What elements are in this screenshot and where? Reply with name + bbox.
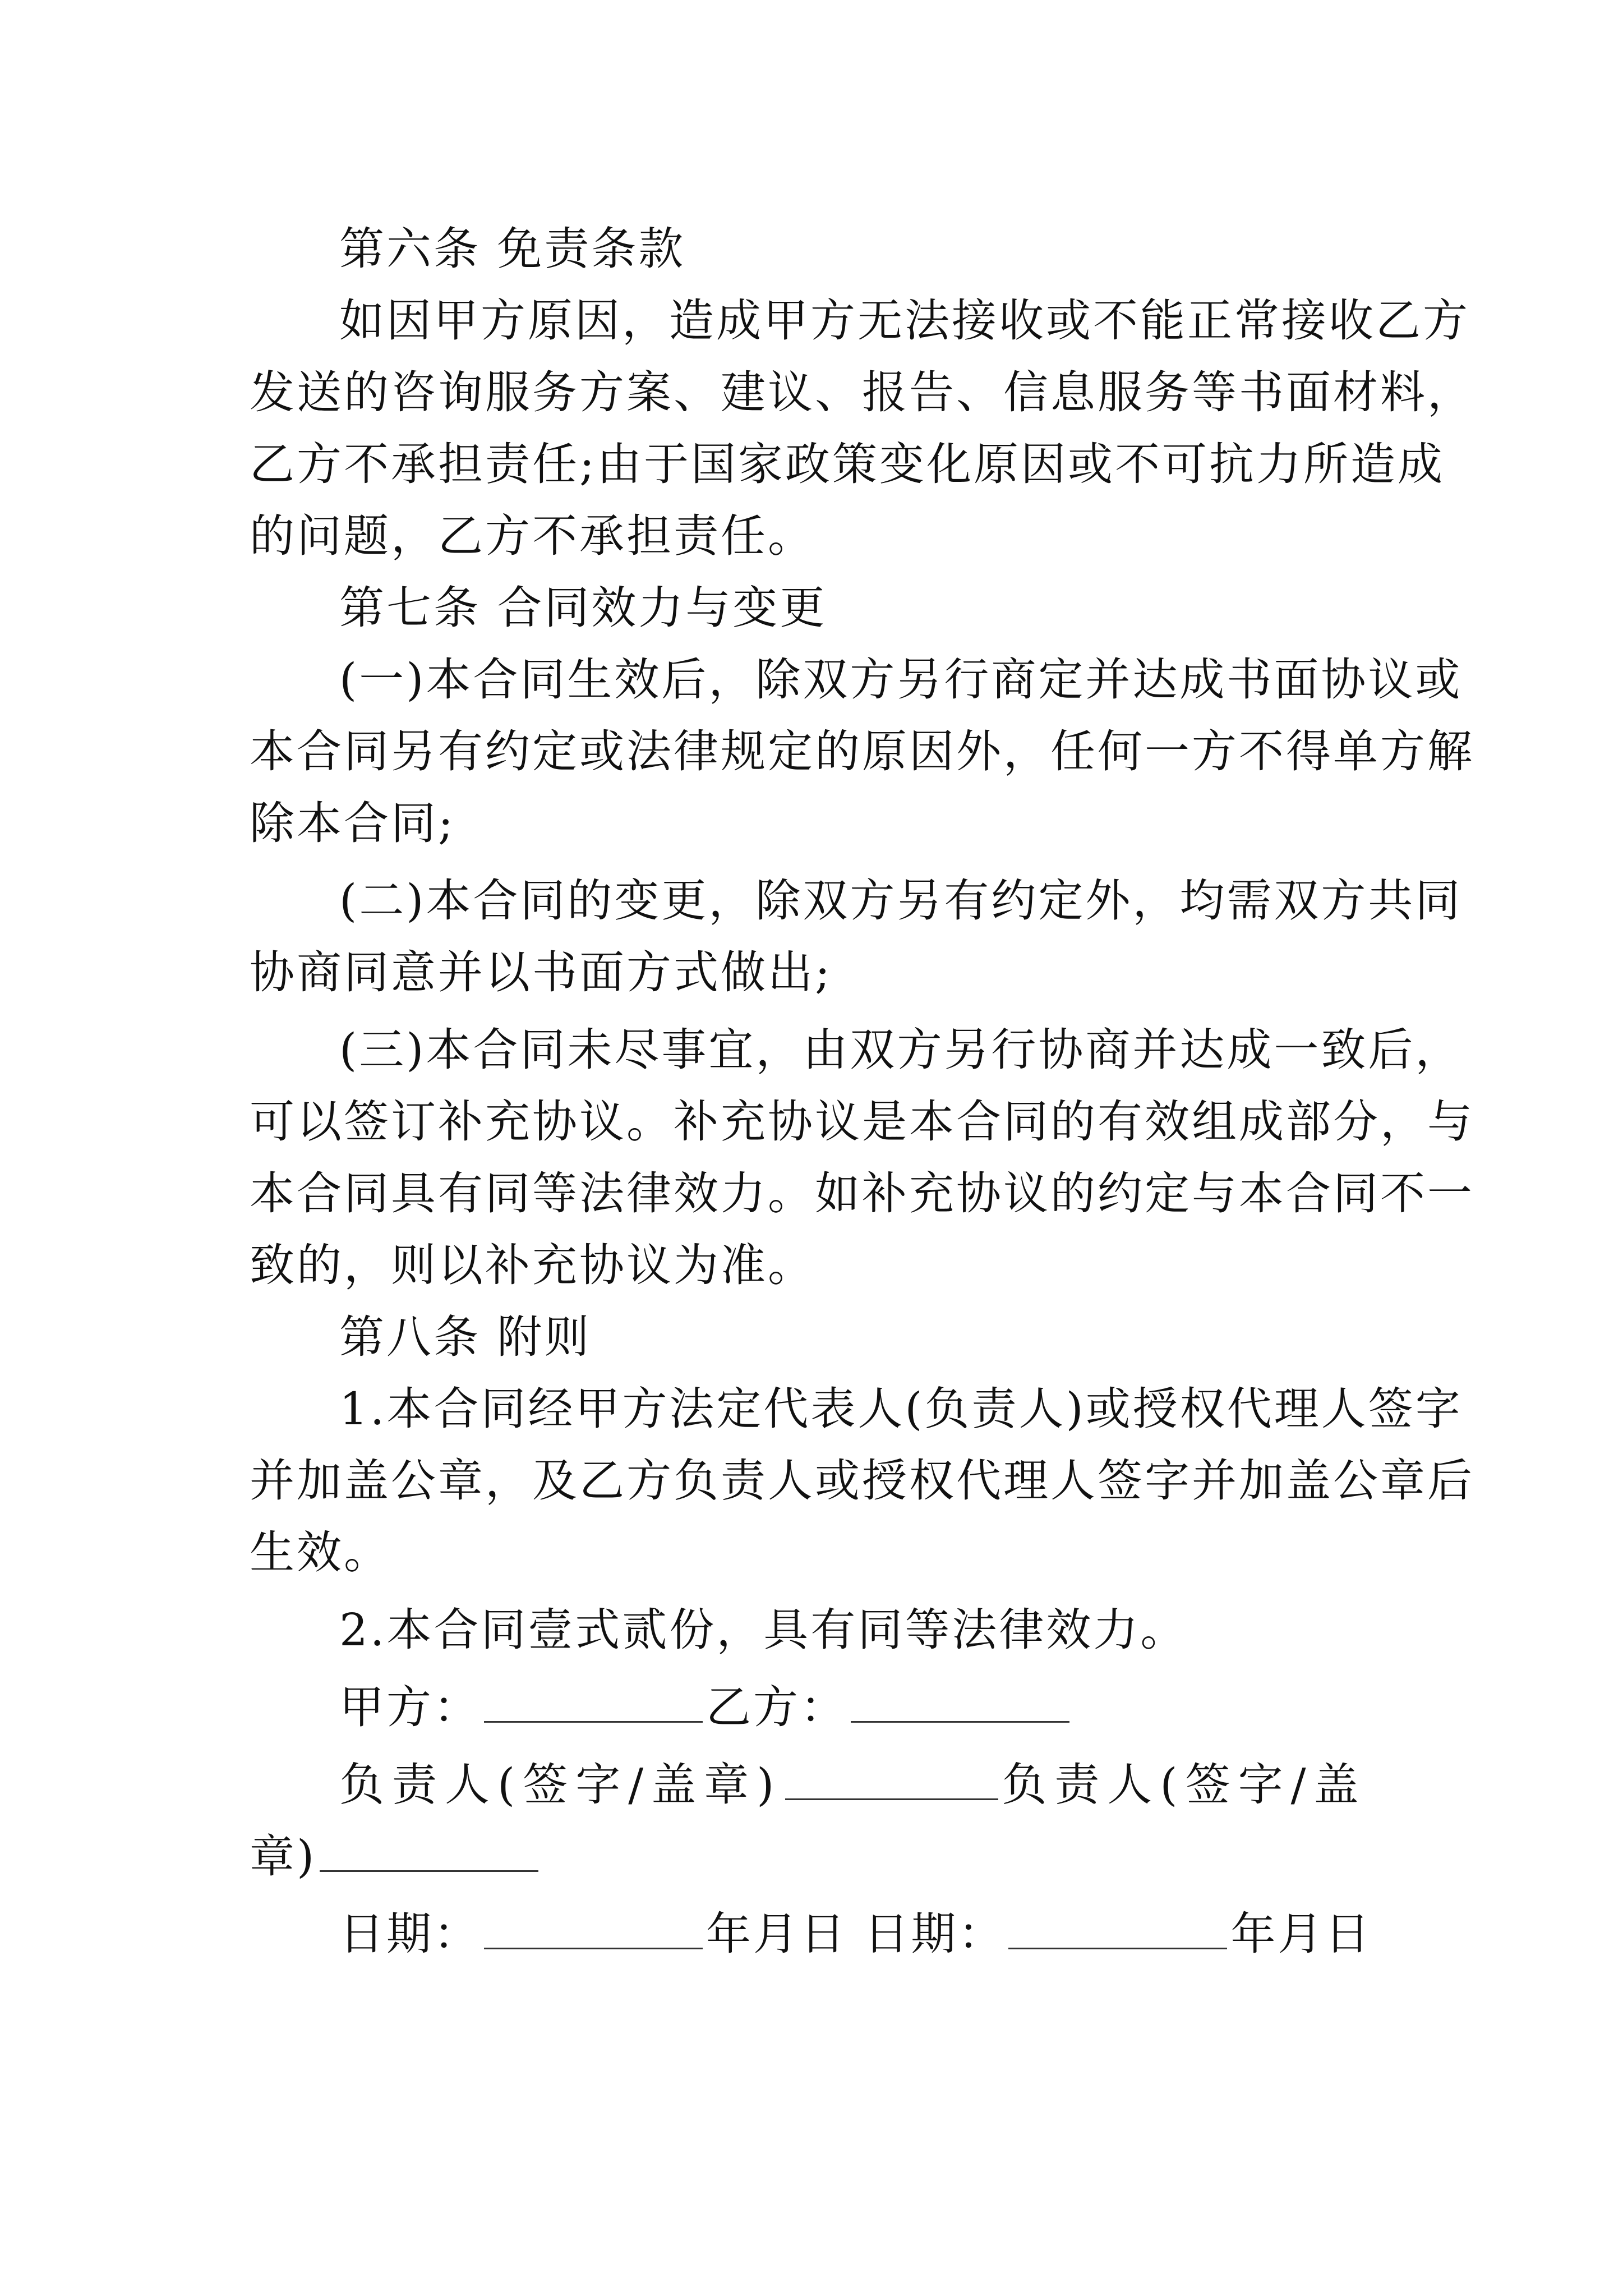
article-7-heading: 第七条 合同效力与变更: [339, 582, 827, 634]
party-a-blank: [484, 1682, 703, 1723]
article-7-item-2-line: 协商同意并以书面方式做出;: [250, 946, 832, 999]
article-7-item-3-line: 可以签订补充协议。补充协议是本合同的有效组成部分，与: [250, 1096, 1474, 1148]
date-b-label: 日期：: [864, 1908, 1006, 1960]
date-a-suffix: 年月日: [706, 1908, 847, 1960]
article-8-clause-2: 2.本合同壹式贰份，具有同等法律效力。: [339, 1604, 1188, 1656]
party-b-label: 乙方：: [706, 1681, 847, 1733]
responsible-signature-row: [250, 1749, 1388, 1821]
article-7-item-3-line: (三)本合同未尽事宜，由双方另行协商并达成一致后，: [339, 1024, 1463, 1076]
responsible-b-label: 负责人(签字/盖: [1002, 1759, 1367, 1811]
article-6-line: 乙方不承担责任;由于国家政策变化原因或不可抗力所造成: [250, 438, 1445, 490]
party-signature-row: [250, 1672, 1388, 1743]
article-7-item-2-line: (二)本合同的变更，除双方另有约定外，均需双方共同: [339, 875, 1463, 927]
article-8-heading: 第八条 附则: [339, 1311, 592, 1363]
article-8-clause-1-line: 并加盖公章，及乙方负责人或授权代理人签字并加盖公章后: [250, 1455, 1474, 1507]
responsible-a-blank: [785, 1759, 998, 1800]
article-7-item-1-line: 除本合同;: [250, 797, 455, 849]
article-7-item-3-line: 致的，则以补充协议为准。: [250, 1239, 815, 1291]
date-signature-row: [250, 1898, 1388, 1970]
date-b-suffix: 年月日: [1230, 1908, 1372, 1960]
article-8-clause-1-line: 1.本合同经甲方法定代表人(负责人)或授权代理人签字: [339, 1383, 1463, 1435]
party-a-label: 甲方：: [339, 1681, 481, 1733]
article-6-line: 如因甲方原因，造成甲方无法接收或不能正常接收乙方: [339, 295, 1470, 347]
article-7-item-1-line: (一)本合同生效后，除双方另行商定并达成书面协议或: [339, 654, 1463, 706]
responsible-b-label-continued: 章): [250, 1830, 317, 1883]
article-7-item-1-line: 本合同另有约定或法律规定的原因外，任何一方不得单方解: [250, 725, 1474, 777]
responsible-signature-row-continued: [250, 1821, 1388, 1893]
date-a-label: 日期：: [339, 1908, 481, 1960]
party-b-blank: [851, 1682, 1069, 1723]
date-a-blank: [484, 1908, 703, 1949]
date-b-blank: [1008, 1908, 1227, 1949]
responsible-a-label: 负责人(签字/盖章): [339, 1759, 782, 1811]
article-8-clause-1-line: 生效。: [250, 1526, 391, 1579]
responsible-b-blank: [320, 1831, 538, 1872]
document-page: [250, 213, 1474, 1970]
article-6-line: 的问题，乙方不承担责任。: [250, 510, 815, 562]
article-6-heading: 第六条 免责条款: [339, 223, 686, 275]
article-7-item-3-line: 本合同具有同等法律效力。如补充协议的约定与本合同不一: [250, 1167, 1474, 1220]
article-6-line: 发送的咨询服务方案、建议、报告、信息服务等书面材料，: [250, 366, 1474, 418]
